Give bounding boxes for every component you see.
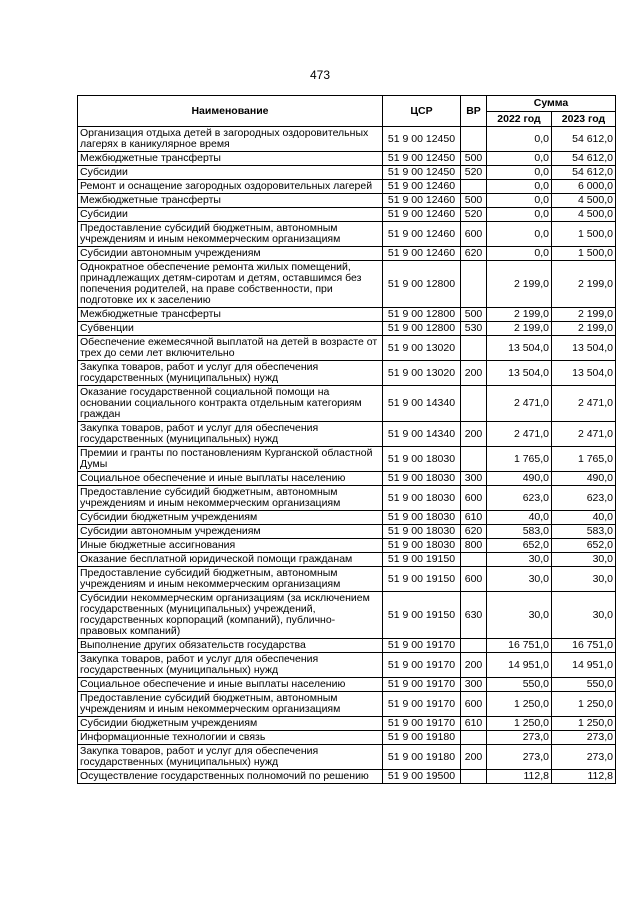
row-value-2022: 30,0 — [487, 592, 552, 639]
row-csr: 51 9 00 19170 — [383, 692, 461, 717]
row-csr: 51 9 00 18030 — [383, 539, 461, 553]
row-name: Однократное обеспечение ремонта жилых помещений, принадлежащих детям-сиротам и детям, оставшимся без попечения родителей, на праве собственности, при подготовке их к заселению — [78, 261, 383, 308]
row-csr: 51 9 00 12800 — [383, 322, 461, 336]
table-body — [78, 127, 616, 784]
row-vr: 200 — [461, 361, 487, 386]
row-vr: 600 — [461, 567, 487, 592]
table-row — [78, 486, 616, 511]
row-value-2022: 14 951,0 — [487, 653, 552, 678]
row-csr: 51 9 00 19170 — [383, 678, 461, 692]
row-vr: 530 — [461, 322, 487, 336]
row-value-2022: 490,0 — [487, 472, 552, 486]
row-value-2023: 2 199,0 — [552, 322, 616, 336]
row-value-2022: 13 504,0 — [487, 361, 552, 386]
row-value-2022: 550,0 — [487, 678, 552, 692]
row-value-2022: 1 250,0 — [487, 717, 552, 731]
row-vr: 500 — [461, 308, 487, 322]
row-vr: 200 — [461, 653, 487, 678]
table-row — [78, 208, 616, 222]
row-csr: 51 9 00 12460 — [383, 222, 461, 247]
row-csr: 51 9 00 12450 — [383, 152, 461, 166]
row-value-2023: 6 000,0 — [552, 180, 616, 194]
row-name: Оказание государственной социальной помощи на основании социального контракта отдельным категориям граждан — [78, 386, 383, 422]
row-name: Межбюджетные трансферты — [78, 308, 383, 322]
table-row — [78, 422, 616, 447]
row-name: Информационные технологии и связь — [78, 731, 383, 745]
row-value-2023: 14 951,0 — [552, 653, 616, 678]
table-row — [78, 194, 616, 208]
row-csr: 51 9 00 19170 — [383, 717, 461, 731]
row-value-2022: 583,0 — [487, 525, 552, 539]
row-value-2022: 2 199,0 — [487, 322, 552, 336]
row-value-2022: 623,0 — [487, 486, 552, 511]
row-vr — [461, 447, 487, 472]
row-name: Предоставление субсидий бюджетным, автономным учреждениям и иным некоммерческим организациям — [78, 222, 383, 247]
row-value-2023: 2 199,0 — [552, 261, 616, 308]
table-row — [78, 222, 616, 247]
row-value-2023: 1 500,0 — [552, 247, 616, 261]
row-value-2022: 1 765,0 — [487, 447, 552, 472]
table-row — [78, 567, 616, 592]
table-row — [78, 717, 616, 731]
row-value-2022: 0,0 — [487, 247, 552, 261]
table-row — [78, 361, 616, 386]
row-vr — [461, 731, 487, 745]
row-csr: 51 9 00 13020 — [383, 336, 461, 361]
table-row — [78, 539, 616, 553]
row-csr: 51 9 00 19150 — [383, 553, 461, 567]
table-row — [78, 261, 616, 308]
row-csr: 51 9 00 19180 — [383, 731, 461, 745]
row-name: Иные бюджетные ассигнования — [78, 539, 383, 553]
table-row — [78, 152, 616, 166]
row-value-2022: 0,0 — [487, 194, 552, 208]
row-value-2022: 30,0 — [487, 553, 552, 567]
row-value-2022: 30,0 — [487, 567, 552, 592]
row-name: Субсидии — [78, 166, 383, 180]
row-name: Закупка товаров, работ и услуг для обеспечения государственных (муниципальных) нужд — [78, 422, 383, 447]
row-value-2023: 623,0 — [552, 486, 616, 511]
row-csr: 51 9 00 12800 — [383, 308, 461, 322]
row-csr: 51 9 00 14340 — [383, 422, 461, 447]
header-name: Наименование — [78, 96, 383, 127]
row-name: Обеспечение ежемесячной выплатой на детей в возрасте от трех до семи лет включительно — [78, 336, 383, 361]
row-value-2023: 2 199,0 — [552, 308, 616, 322]
row-value-2023: 30,0 — [552, 553, 616, 567]
row-value-2023: 13 504,0 — [552, 361, 616, 386]
row-csr: 51 9 00 14340 — [383, 386, 461, 422]
row-vr — [461, 336, 487, 361]
table-row — [78, 247, 616, 261]
header-sum: Сумма — [487, 96, 616, 112]
row-vr — [461, 770, 487, 784]
row-name: Социальное обеспечение и иные выплаты населению — [78, 472, 383, 486]
row-value-2023: 30,0 — [552, 567, 616, 592]
table-row — [78, 653, 616, 678]
table-row — [78, 678, 616, 692]
row-vr: 630 — [461, 592, 487, 639]
row-csr: 51 9 00 19150 — [383, 592, 461, 639]
row-value-2023: 1 250,0 — [552, 717, 616, 731]
table-row — [78, 553, 616, 567]
row-vr: 610 — [461, 717, 487, 731]
table-row — [78, 592, 616, 639]
row-value-2023: 54 612,0 — [552, 152, 616, 166]
row-value-2022: 0,0 — [487, 180, 552, 194]
header-csr: ЦСР — [383, 96, 461, 127]
row-value-2023: 4 500,0 — [552, 194, 616, 208]
table-row — [78, 127, 616, 152]
row-value-2022: 0,0 — [487, 127, 552, 152]
budget-table — [77, 95, 616, 784]
table-row — [78, 180, 616, 194]
row-value-2022: 16 751,0 — [487, 639, 552, 653]
table-row — [78, 525, 616, 539]
table-row — [78, 336, 616, 361]
row-value-2022: 1 250,0 — [487, 692, 552, 717]
row-value-2022: 2 471,0 — [487, 386, 552, 422]
table-row — [78, 472, 616, 486]
row-value-2022: 273,0 — [487, 731, 552, 745]
row-name: Закупка товаров, работ и услуг для обеспечения государственных (муниципальных) нужд — [78, 361, 383, 386]
row-name: Межбюджетные трансферты — [78, 152, 383, 166]
header-2023: 2023 год — [552, 112, 616, 127]
row-vr: 520 — [461, 208, 487, 222]
row-vr: 600 — [461, 222, 487, 247]
row-name: Предоставление субсидий бюджетным, автономным учреждениям и иным некоммерческим организациям — [78, 486, 383, 511]
row-value-2022: 652,0 — [487, 539, 552, 553]
row-vr — [461, 127, 487, 152]
row-csr: 51 9 00 12800 — [383, 261, 461, 308]
row-name: Межбюджетные трансферты — [78, 194, 383, 208]
row-csr: 51 9 00 12460 — [383, 208, 461, 222]
row-vr — [461, 261, 487, 308]
row-csr: 51 9 00 19170 — [383, 653, 461, 678]
row-value-2023: 273,0 — [552, 745, 616, 770]
row-name: Субсидии автономным учреждениям — [78, 247, 383, 261]
row-value-2023: 16 751,0 — [552, 639, 616, 653]
row-csr: 51 9 00 12450 — [383, 166, 461, 180]
row-csr: 51 9 00 12460 — [383, 180, 461, 194]
row-vr — [461, 386, 487, 422]
row-name: Осуществление государственных полномочий по решению — [78, 770, 383, 784]
row-csr: 51 9 00 12450 — [383, 127, 461, 152]
row-value-2023: 1 250,0 — [552, 692, 616, 717]
row-vr — [461, 553, 487, 567]
row-name: Выполнение других обязательств государства — [78, 639, 383, 653]
row-name: Закупка товаров, работ и услуг для обеспечения государственных (муниципальных) нужд — [78, 745, 383, 770]
row-value-2022: 0,0 — [487, 152, 552, 166]
row-vr — [461, 639, 487, 653]
row-value-2022: 0,0 — [487, 208, 552, 222]
header-vr: ВР — [461, 96, 487, 127]
row-value-2022: 2 199,0 — [487, 308, 552, 322]
row-vr: 200 — [461, 745, 487, 770]
row-name: Субсидии бюджетным учреждениям — [78, 717, 383, 731]
table-row — [78, 639, 616, 653]
row-name: Субсидии некоммерческим организациям (за исключением государственных (муниципальных) учреждений, государственных корпораций (компаний), публично-правовых компаний) — [78, 592, 383, 639]
row-name: Закупка товаров, работ и услуг для обеспечения государственных (муниципальных) нужд — [78, 653, 383, 678]
table-row — [78, 745, 616, 770]
row-value-2022: 2 471,0 — [487, 422, 552, 447]
table-row — [78, 692, 616, 717]
table-row — [78, 386, 616, 422]
row-csr: 51 9 00 19500 — [383, 770, 461, 784]
row-name: Ремонт и оснащение загородных оздоровительных лагерей — [78, 180, 383, 194]
row-vr: 620 — [461, 525, 487, 539]
row-value-2023: 550,0 — [552, 678, 616, 692]
row-name: Субсидии автономным учреждениям — [78, 525, 383, 539]
row-csr: 51 9 00 18030 — [383, 486, 461, 511]
table-row — [78, 511, 616, 525]
row-vr: 800 — [461, 539, 487, 553]
table-row — [78, 308, 616, 322]
row-name: Предоставление субсидий бюджетным, автономным учреждениям и иным некоммерческим организациям — [78, 567, 383, 592]
row-value-2023: 583,0 — [552, 525, 616, 539]
row-name: Субсидии — [78, 208, 383, 222]
row-value-2023: 112,8 — [552, 770, 616, 784]
row-value-2022: 13 504,0 — [487, 336, 552, 361]
table-row — [78, 770, 616, 784]
row-value-2023: 1 765,0 — [552, 447, 616, 472]
row-csr: 51 9 00 13020 — [383, 361, 461, 386]
row-value-2022: 40,0 — [487, 511, 552, 525]
row-csr: 51 9 00 18030 — [383, 447, 461, 472]
row-value-2022: 273,0 — [487, 745, 552, 770]
row-value-2023: 13 504,0 — [552, 336, 616, 361]
row-value-2023: 2 471,0 — [552, 422, 616, 447]
row-value-2023: 30,0 — [552, 592, 616, 639]
row-csr: 51 9 00 19180 — [383, 745, 461, 770]
row-name: Субсидии бюджетным учреждениям — [78, 511, 383, 525]
row-vr: 500 — [461, 152, 487, 166]
page-number: 473 — [309, 68, 331, 82]
table-row — [78, 166, 616, 180]
row-name: Предоставление субсидий бюджетным, автономным учреждениям и иным некоммерческим организациям — [78, 692, 383, 717]
row-vr: 610 — [461, 511, 487, 525]
row-vr: 200 — [461, 422, 487, 447]
row-value-2022: 0,0 — [487, 222, 552, 247]
row-value-2023: 2 471,0 — [552, 386, 616, 422]
row-value-2023: 490,0 — [552, 472, 616, 486]
row-vr: 500 — [461, 194, 487, 208]
row-name: Организация отдыха детей в загородных оздоровительных лагерях в каникулярное время — [78, 127, 383, 152]
row-value-2022: 0,0 — [487, 166, 552, 180]
row-vr: 300 — [461, 678, 487, 692]
row-csr: 51 9 00 19170 — [383, 639, 461, 653]
row-csr: 51 9 00 18030 — [383, 472, 461, 486]
row-value-2023: 273,0 — [552, 731, 616, 745]
row-vr: 520 — [461, 166, 487, 180]
table-row — [78, 447, 616, 472]
row-name: Оказание бесплатной юридической помощи гражданам — [78, 553, 383, 567]
row-value-2023: 652,0 — [552, 539, 616, 553]
row-vr: 600 — [461, 486, 487, 511]
table-row — [78, 322, 616, 336]
row-value-2023: 4 500,0 — [552, 208, 616, 222]
row-value-2023: 40,0 — [552, 511, 616, 525]
row-name: Социальное обеспечение и иные выплаты населению — [78, 678, 383, 692]
row-csr: 51 9 00 19150 — [383, 567, 461, 592]
row-name: Субвенции — [78, 322, 383, 336]
row-vr: 620 — [461, 247, 487, 261]
row-csr: 51 9 00 18030 — [383, 525, 461, 539]
row-value-2022: 2 199,0 — [487, 261, 552, 308]
row-csr: 51 9 00 12460 — [383, 194, 461, 208]
row-value-2023: 54 612,0 — [552, 166, 616, 180]
row-vr: 600 — [461, 692, 487, 717]
table-row — [78, 731, 616, 745]
row-vr: 300 — [461, 472, 487, 486]
row-value-2023: 54 612,0 — [552, 127, 616, 152]
row-value-2023: 1 500,0 — [552, 222, 616, 247]
row-name: Премии и гранты по постановлениям Курганской областной Думы — [78, 447, 383, 472]
row-vr — [461, 180, 487, 194]
row-csr: 51 9 00 18030 — [383, 511, 461, 525]
header-2022: 2022 год — [487, 112, 552, 127]
row-value-2022: 112,8 — [487, 770, 552, 784]
row-csr: 51 9 00 12460 — [383, 247, 461, 261]
